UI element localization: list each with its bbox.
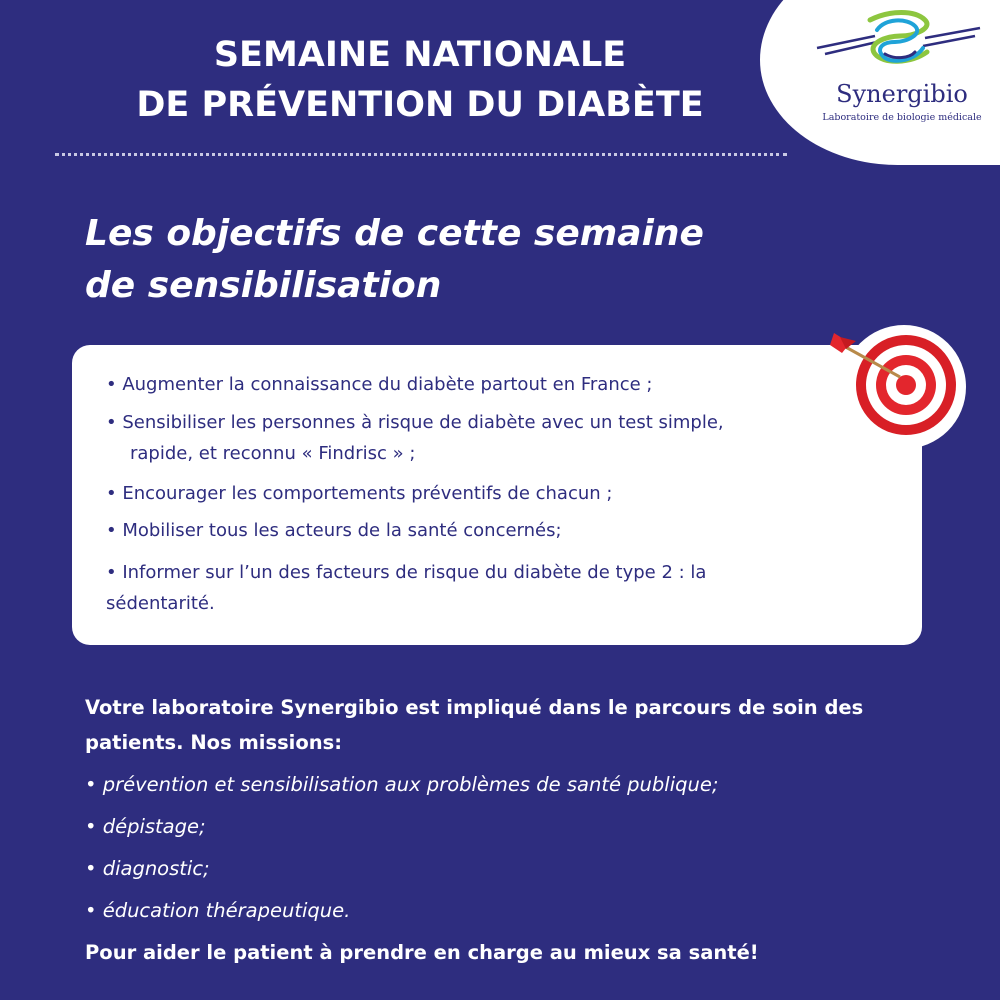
logo-name: Synergibio xyxy=(836,80,968,108)
objective-text: • Encourager les comportements préventifs de chacun ; xyxy=(106,483,613,504)
section-title-line-1: Les objectifs de cette semaine xyxy=(85,213,704,254)
objective-text-continued: sédentarité. xyxy=(106,593,215,614)
dotted-divider xyxy=(55,153,787,156)
mission-item: • diagnostic; xyxy=(85,857,210,880)
lab-intro xyxy=(85,690,975,760)
objective-text-continued: rapide, et reconnu « Findrisc » ; xyxy=(130,443,416,464)
objective-text: • Sensibiliser les personnes à risque de diabète avec un test simple, xyxy=(106,412,724,433)
lab-intro-line-1: Votre laboratoire Synergibio est impliqué dans le parcours de soin des xyxy=(85,696,864,719)
objective-item xyxy=(106,407,826,469)
objective-text: • Informer sur l’un des facteurs de risque du diabète de type 2 : la xyxy=(106,562,707,583)
mission-item: • dépistage; xyxy=(85,815,206,838)
logo-tagline: Laboratoire de biologie médicale xyxy=(822,112,982,123)
objective-item xyxy=(106,478,826,509)
target-icon xyxy=(830,315,970,450)
closing-statement: Pour aider le patient à prendre en charge au mieux sa santé! xyxy=(85,941,759,964)
section-title xyxy=(85,208,785,312)
objectives-card xyxy=(72,345,922,645)
lab-intro-line-2: patients. Nos missions: xyxy=(85,731,343,754)
lab-info xyxy=(85,690,975,970)
objective-item xyxy=(106,369,826,400)
page-title xyxy=(100,30,740,130)
page-title-line-2: DE PRÉVENTION DU DIABÈTE xyxy=(136,85,704,125)
mission-item: • éducation thérapeutique. xyxy=(85,899,351,922)
objective-item xyxy=(106,557,826,619)
page-title-line-1: SEMAINE NATIONALE xyxy=(213,35,627,75)
objective-text: • Mobiliser tous les acteurs de la santé concernés; xyxy=(106,520,562,541)
mission-item: • prévention et sensibilisation aux problèmes de santé publique; xyxy=(85,773,719,796)
dna-helix-icon xyxy=(815,8,985,68)
section-title-line-2: de sensibilisation xyxy=(85,265,442,306)
objective-item xyxy=(106,515,826,546)
objective-text: • Augmenter la connaissance du diabète partout en France ; xyxy=(106,374,653,395)
